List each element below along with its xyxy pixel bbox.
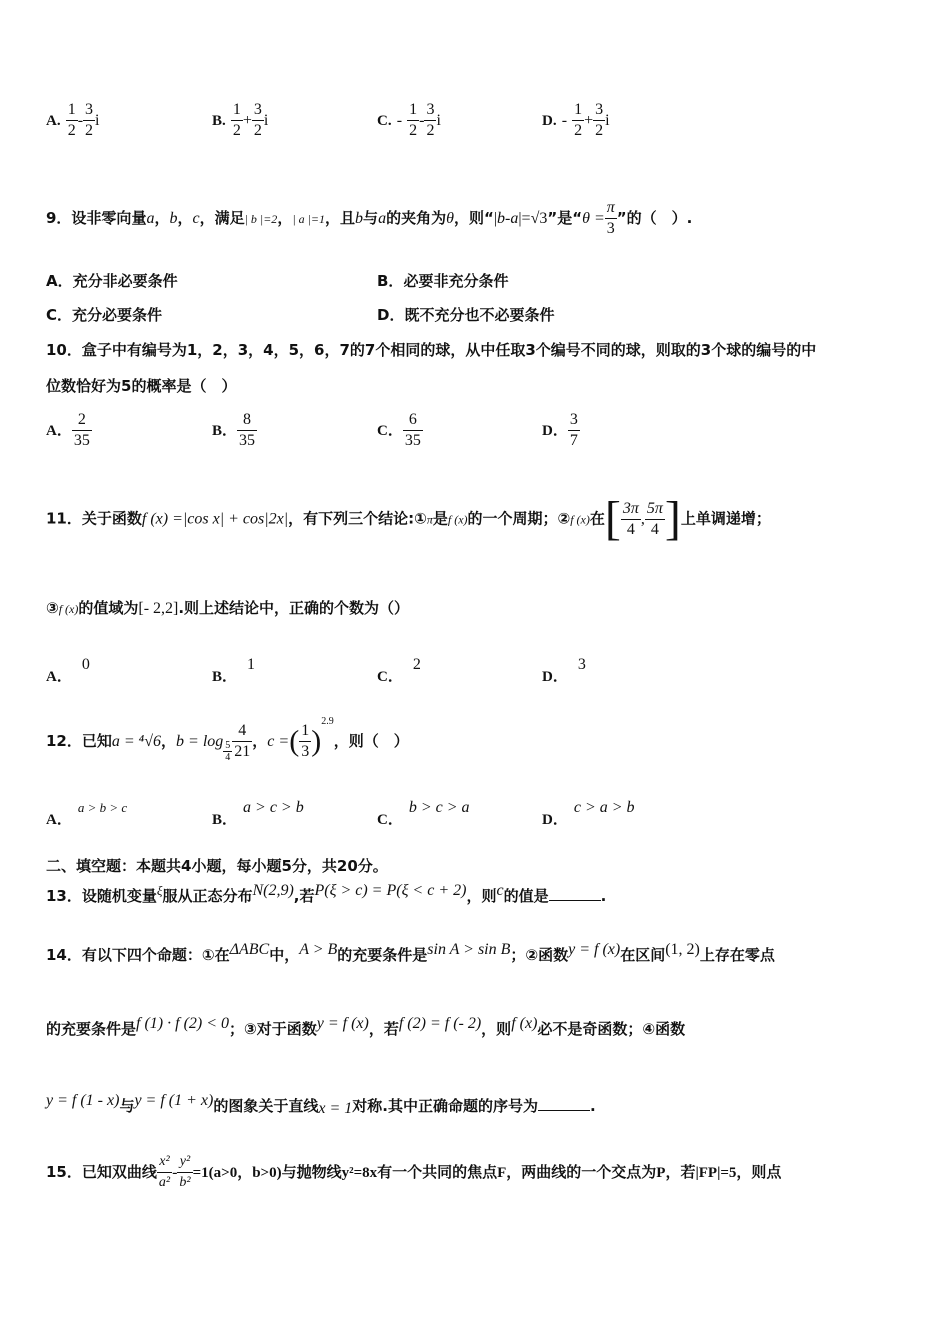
q10-option-b: B． $\frac{8}{35}$ (212, 411, 256, 449)
question-10-line2: 位数恰好为5的概率是（ ） (46, 377, 237, 395)
question-14-line1: 14．有以下四个命题：①在ΔABC中，A > B的充要条件是sin A > sin B；②函数y = f (x)在区间(1, 2)上存在零点 (46, 941, 775, 964)
question-12: 12．已知a = ⁴√6，b = log $\frac{5}{4}$ $\frac{4}{21}$ ，c =( $\frac{1}{3}$ )$^{2.9}$，则（ ） (46, 716, 409, 763)
q11-option-d: D．3 (542, 656, 586, 685)
q8-option-a: A. $\frac{1}{2}$ - $\frac{3}{2}$ i (46, 101, 100, 139)
q12-option-c: C．b > c > a (377, 799, 470, 828)
question-9: 9．设非零向量a，b，c，满足| b |=2，| a |=1，且b与a的夹角为θ，则“|b-a|=√3”是“θ = $\frac{\pi}{3}$ ”的（ ）. (46, 199, 693, 237)
q12-option-d: D．c > a > b (542, 799, 635, 828)
q11-option-c: C．2 (377, 656, 421, 685)
q10-option-a: A． $\frac{2}{35}$ (46, 411, 90, 449)
q9-option-c: C．充分必要条件 (46, 306, 163, 324)
question-11-line1: 11．关于函数f (x) =|cos x| + cos|2x|，有下列三个结论:①π是f (x)的一个周期；②f (x)在[ $\frac{3\pi}{4}$ , $\frac{5\pi}{4}$ ]上单调递增； (46, 492, 771, 545)
q11-option-a: A．0 (46, 656, 90, 685)
q9-option-d: D．既不充分也不必要条件 (377, 306, 555, 324)
q10-option-c: C． $\frac{6}{35}$ (377, 411, 421, 449)
question-15: 15．已知双曲线 $\frac{\text{x²}}{\text{a²}}$ - $\frac{\text{y²}}{\text{b²}}$ =1(a>0，b>0)与抛物线y²=8x有一个共同的焦点F，两曲线的一个交点为P，若|FP|=5，则点 (46, 1154, 782, 1190)
section-2-heading: 二、填空题：本题共4小题，每小题5分，共20分。 (46, 857, 388, 875)
question-13: 13．设随机变量ξ服从正态分布N(2,9),若P(ξ > c) = P(ξ < c + 2)，则c的值是 . (46, 882, 607, 905)
q9-option-a: A．充分非必要条件 (46, 272, 178, 290)
q11-option-b: B．1 (212, 656, 256, 685)
question-14-line2: 的充要条件是f (1) · f (2) < 0；③对于函数y = f (x)，若f (2) = f (- 2)，则f (x)必不是奇函数；④函数 (46, 1015, 686, 1038)
q8-option-c: C. - $\frac{1}{2}$ - $\frac{3}{2}$ i (377, 101, 441, 139)
q12-option-b: B．a > c > b (212, 799, 304, 828)
q8-option-d: D. - $\frac{1}{2}$ + $\frac{3}{2}$ i (542, 101, 610, 139)
q10-option-d: D． $\frac{3}{7}$ (542, 411, 578, 449)
q9-option-b: B．必要非充分条件 (377, 272, 509, 290)
question-10-line1: 10．盒子中有编号为1，2，3，4，5，6，7的7个相同的球，从中任取3个编号不同的球，则取的3个球的编号的中 (46, 341, 817, 359)
q8-option-b: B. $\frac{1}{2}$ + $\frac{3}{2}$ i (212, 101, 269, 139)
question-14-line3: y = f (1 - x)与y = f (1 + x)的图象关于直线x = 1对称.其中正确命题的序号为 . (46, 1092, 596, 1117)
question-11-line2: ③f (x)的值域为[- 2,2].则上述结论中，正确的个数为（） (46, 599, 410, 617)
q12-option-a: A．a > b > c (46, 800, 128, 828)
